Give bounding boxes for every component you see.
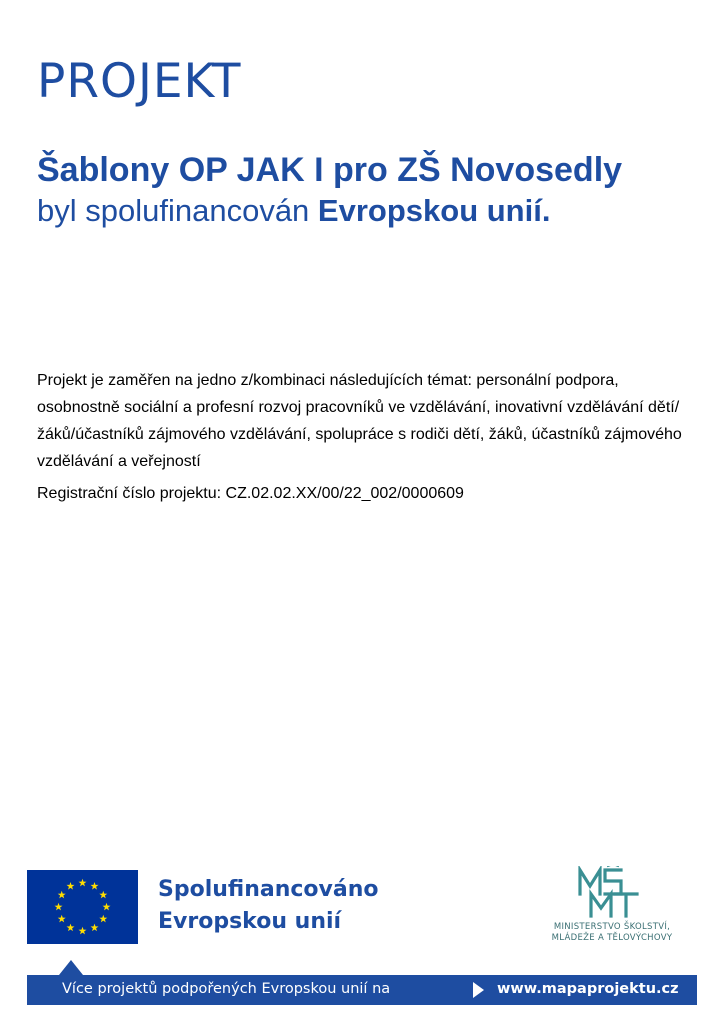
eu-star-icon <box>91 924 99 932</box>
footer-bar <box>27 975 697 1005</box>
eu-text-line1: Spolufinancováno <box>158 877 379 902</box>
eu-star-icon <box>67 882 75 890</box>
arrow-right-icon <box>473 982 484 998</box>
footer-bar-text: Více projektů podpořených Evropskou unií na <box>62 981 391 997</box>
funded-statement <box>37 192 687 229</box>
registration-number: Registrační číslo projektu: CZ.02.02.XX/00/22_002/0000609 <box>37 485 464 502</box>
msmt-text-line1: MINISTERSTVO ŠKOLSTVÍ, <box>553 922 671 932</box>
msmt-logo-icon <box>577 866 647 920</box>
eu-flag-icon <box>27 870 138 944</box>
msmt-text-line2: MLÁDEŽE A TĚLOVÝCHOVY <box>551 933 673 943</box>
eu-star-icon <box>91 882 99 890</box>
eu-star-icon <box>79 927 87 935</box>
project-title: Šablony OP JAK I pro ZŠ Novosedly <box>37 151 623 189</box>
eu-star-icon <box>58 891 66 899</box>
funded-prefix: byl spolufinancován <box>37 193 318 228</box>
eu-star-icon <box>58 915 66 923</box>
msmt-logo <box>537 866 687 946</box>
eu-text-line2: Evropskou unií <box>158 909 342 934</box>
mapaprojektu-link[interactable]: www.mapaprojektu.cz <box>497 981 679 997</box>
project-title-block <box>37 150 687 229</box>
eu-star-icon <box>99 891 107 899</box>
eu-star-icon <box>67 924 75 932</box>
project-description: Projekt je zaměřen na jedno z/kombinaci následujících témat: personální podpora, osobnostně sociální a profesní rozvoj pracovníků ve vzdělávání, inovativní vzdělávání dětí/žáků/účastníků zájmového vzdělávání, spolupráce s rodiči dětí, žáků, účastníků zájmového vzdělávání a veřejností <box>37 372 682 470</box>
eu-star-icon <box>103 903 111 911</box>
funded-bold: Evropskou unií. <box>317 193 551 228</box>
eu-star-icon <box>55 903 63 911</box>
eu-star-icon <box>79 879 87 887</box>
page-heading: PROJEKT <box>37 54 242 109</box>
eu-star-icon <box>99 915 107 923</box>
bar-notch <box>59 960 83 975</box>
eu-cofunded-text <box>158 874 379 938</box>
